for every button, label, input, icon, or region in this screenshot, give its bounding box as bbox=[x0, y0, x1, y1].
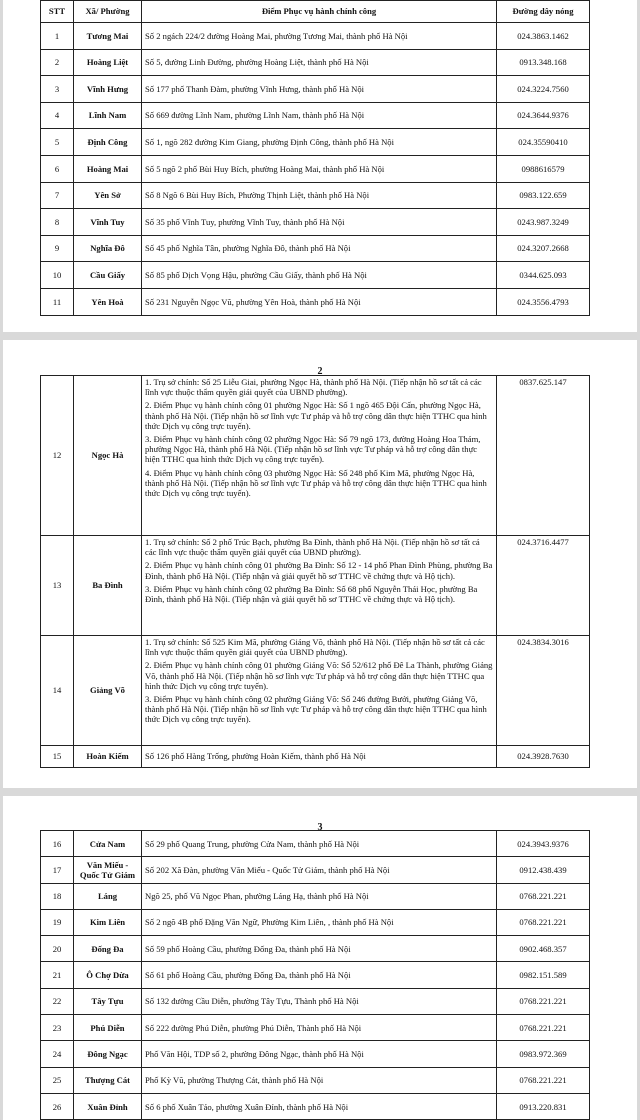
table-row bbox=[41, 962, 590, 988]
row-hotline: 0768.221.221 bbox=[497, 1015, 590, 1041]
address-item: 2. Điểm Phục vụ hành chính công 01 phường Ngọc Hà: Số 1 ngõ 465 Đội Cấn, phường Ngọc Hà, thành phố Hà Nội. (Tiếp nhận hồ sơ lĩnh vực Tư pháp và hỗ trợ công dân thực hiện TTHC qua hình thức Dịch vụ công trực tuyến). bbox=[145, 400, 487, 431]
row-hotline: 0913.220.831 bbox=[497, 1093, 590, 1119]
table-row bbox=[41, 883, 590, 909]
row-address: Phố Văn Hội, TDP số 2, phường Đông Ngạc, thành phố Hà Nội bbox=[142, 1041, 497, 1067]
table-header-row bbox=[41, 1, 590, 23]
row-address: Số 2 ngõ 4B phố Đặng Văn Ngữ, Phường Kim Liên, , thành phố Hà Nội bbox=[142, 909, 497, 935]
row-address: Số 45 phố Nghĩa Tân, phường Nghĩa Đô, thành phố Hà Nội bbox=[142, 235, 497, 262]
row-stt: 23 bbox=[41, 1015, 74, 1041]
row-stt: 26 bbox=[41, 1093, 74, 1119]
row-hotline: 024.3207.2668 bbox=[497, 235, 590, 262]
row-hotline: 024.35590410 bbox=[497, 129, 590, 156]
row-hotline: 0902.468.357 bbox=[497, 936, 590, 962]
service-points-table-p2 bbox=[40, 375, 590, 768]
address-item: 2. Điểm Phục vụ hành chính công 01 phường Giảng Võ: Số 52/612 phố Đê La Thành, phường Giảng Võ, thành phố Hà Nội. (Tiếp nhận hồ sơ lĩnh vực Tư pháp và hỗ trợ công dân thực hiện TTHC qua hình thức Dịch vụ công trực tuyến). bbox=[145, 660, 493, 691]
row-ward: Văn Miếu - Quốc Tử Giám bbox=[74, 857, 142, 883]
row-ward: Kim Liên bbox=[74, 909, 142, 935]
address-item: 4. Điểm Phục vụ hành chính công 03 phường Ngọc Hà: Số 248 phố Kim Mã, phường Ngọc Hà, thành phố Hà Nội. (Tiếp nhận hồ sơ lĩnh vực Tư pháp và hỗ trợ công dân thực hiện TTHC qua hình thức Dịch vụ công trực tuyến). bbox=[145, 467, 487, 499]
table-row bbox=[41, 76, 590, 103]
row-hotline: 0768.221.221 bbox=[497, 909, 590, 935]
service-points-table-p3 bbox=[40, 830, 590, 1120]
row-address: Số 1, ngõ 282 đường Kim Giang, phường Định Công, thành phố Hà Nội bbox=[142, 129, 497, 156]
row-ward: Xuân Đỉnh bbox=[74, 1093, 142, 1119]
row-address: Số 222 đường Phú Diễn, phường Phú Diễn, Thành phố Hà Nội bbox=[142, 1015, 497, 1041]
header-address: Điểm Phục vụ hành chính công bbox=[142, 1, 497, 23]
row-hotline: 024.3943.9376 bbox=[497, 831, 590, 857]
row-ward: Cửa Nam bbox=[74, 831, 142, 857]
row-address: Số 29 phố Quang Trung, phường Cửa Nam, thành phố Hà Nội bbox=[142, 831, 497, 857]
row-ward: Hoàn Kiếm bbox=[74, 746, 142, 768]
row-stt: 15 bbox=[41, 746, 74, 768]
row-hotline: 024.3834.3016 bbox=[497, 636, 590, 746]
row-address: Số 5 ngõ 2 phố Bùi Huy Bích, phường Hoàng Mai, thành phố Hà Nội bbox=[142, 155, 497, 182]
row-ward: Vĩnh Hưng bbox=[74, 76, 142, 103]
row-ward: Giảng Võ bbox=[74, 636, 142, 746]
row-address bbox=[142, 376, 497, 536]
row-ward: Vĩnh Tuy bbox=[74, 209, 142, 236]
row-address: Số 5, đường Linh Đường, phường Hoàng Liệt, thành phố Hà Nội bbox=[142, 49, 497, 76]
row-hotline: 0988616579 bbox=[497, 155, 590, 182]
row-stt: 9 bbox=[41, 235, 74, 262]
row-hotline: 024.3644.9376 bbox=[497, 102, 590, 129]
row-stt: 6 bbox=[41, 155, 74, 182]
row-address: Số 35 phố Vĩnh Tuy, phường Vĩnh Tuy, thành phố Hà Nội bbox=[142, 209, 497, 236]
table-row bbox=[41, 536, 590, 636]
page-number: 3 bbox=[317, 822, 323, 833]
row-stt: 20 bbox=[41, 936, 74, 962]
row-stt: 10 bbox=[41, 262, 74, 289]
row-hotline: 0913.348.168 bbox=[497, 49, 590, 76]
row-address: Số 6 phố Xuân Tảo, phường Xuân Đỉnh, thành phố Hà Nội bbox=[142, 1093, 497, 1119]
table-row bbox=[41, 1041, 590, 1067]
row-hotline: 024.3716.4477 bbox=[497, 536, 590, 636]
document-page-2 bbox=[3, 340, 637, 788]
row-hotline: 0837.625.147 bbox=[497, 376, 590, 536]
row-stt: 12 bbox=[41, 376, 74, 536]
table-row bbox=[41, 235, 590, 262]
table-row bbox=[41, 155, 590, 182]
row-hotline: 0983.122.659 bbox=[497, 182, 590, 209]
table-row bbox=[41, 288, 590, 315]
row-ward: Hoàng Mai bbox=[74, 155, 142, 182]
row-ward: Định Công bbox=[74, 129, 142, 156]
row-hotline: 0344.625.093 bbox=[497, 262, 590, 289]
row-stt: 25 bbox=[41, 1067, 74, 1093]
row-ward: Lĩnh Nam bbox=[74, 102, 142, 129]
header-stt: STT bbox=[41, 1, 74, 23]
table-row bbox=[41, 988, 590, 1014]
table-row bbox=[41, 831, 590, 857]
row-stt: 11 bbox=[41, 288, 74, 315]
row-hotline: 0982.151.589 bbox=[497, 962, 590, 988]
table-row bbox=[41, 129, 590, 156]
row-ward: Đống Đa bbox=[74, 936, 142, 962]
address-item: 2. Điểm Phục vụ hành chính công 01 phường Ba Đình: Số 12 - 14 phố Phan Đình Phùng, phường Ba Đình, thành phố Hà Nội. (Tiếp nhận và giải quyết hồ sơ TTHC về chứng thực và Hộ tịch). bbox=[145, 560, 493, 581]
row-stt: 18 bbox=[41, 883, 74, 909]
row-address: Số 231 Nguyễn Ngọc Vũ, phường Yên Hoà, thành phố Hà Nội bbox=[142, 288, 497, 315]
row-ward: Ngọc Hà bbox=[74, 376, 142, 536]
row-ward: Cầu Giấy bbox=[74, 262, 142, 289]
service-points-table-p1 bbox=[40, 0, 590, 316]
row-stt: 5 bbox=[41, 129, 74, 156]
row-ward: Thượng Cát bbox=[74, 1067, 142, 1093]
table-row bbox=[41, 1067, 590, 1093]
row-ward: Ô Chợ Dừa bbox=[74, 962, 142, 988]
row-address: Số 2 ngách 224/2 đường Hoàng Mai, phường Tương Mai, thành phố Hà Nội bbox=[142, 23, 497, 50]
row-stt: 13 bbox=[41, 536, 74, 636]
header-hotline: Đường dây nóng bbox=[497, 1, 590, 23]
table-row bbox=[41, 636, 590, 746]
document-page-3 bbox=[3, 796, 637, 1120]
row-stt: 2 bbox=[41, 49, 74, 76]
row-stt: 21 bbox=[41, 962, 74, 988]
address-item: 3. Điểm Phục vụ hành chính công 02 phường Ba Đình: Số 68 phố Nguyễn Thái Học, phường Ba Đình, thành phố Hà Nội. (Tiếp nhận và giải quyết hồ sơ TTHC về chứng thực và Hộ tịch). bbox=[145, 583, 478, 605]
table-row bbox=[41, 376, 590, 536]
table-row bbox=[41, 936, 590, 962]
row-hotline: 024.3224.7560 bbox=[497, 76, 590, 103]
row-address: Số 132 đường Cầu Diễn, phường Tây Tựu, Thành phố Hà Nội bbox=[142, 988, 497, 1014]
row-address: Số 61 phố Hoàng Cầu, phường Đống Đa, thành phố Hà Nội bbox=[142, 962, 497, 988]
address-item: 3. Điểm Phục vụ hành chính công 02 phường Ngọc Hà: Số 79 ngõ 173, đường Hoàng Hoa Thám, phường Ngọc Hà, thành phố Hà Nội. (Tiếp nhận hồ sơ lĩnh vực Tư pháp và hỗ trợ công dân thực hiện TTHC qua hình thức Dịch vụ công trực tuyến). bbox=[145, 434, 481, 465]
row-address: Ngõ 25, phố Vũ Ngọc Phan, phường Láng Hạ, thành phố Hà Nội bbox=[142, 883, 497, 909]
row-hotline: 024.3556.4793 bbox=[497, 288, 590, 315]
row-stt: 19 bbox=[41, 909, 74, 935]
document-page-1 bbox=[3, 0, 637, 332]
row-address: Phố Kỳ Vũ, phường Thượng Cát, thành phố Hà Nội bbox=[142, 1067, 497, 1093]
row-ward: Nghĩa Đô bbox=[74, 235, 142, 262]
row-ward: Yên Hoà bbox=[74, 288, 142, 315]
row-hotline: 0243.987.3249 bbox=[497, 209, 590, 236]
row-address: Số 85 phố Dịch Vọng Hậu, phường Cầu Giấy, thành phố Hà Nội bbox=[142, 262, 497, 289]
address-item: 1. Trụ sở chính: Số 25 Liễu Giai, phường Ngọc Hà, thành phố Hà Nội. (Tiếp nhận hồ sơ tất cả các lĩnh vực thuộc thẩm quyền giải quyết của UBND phường). bbox=[145, 377, 482, 398]
row-address: Số 126 phố Hàng Trống, phường Hoàn Kiếm, thành phố Hà Nội bbox=[142, 746, 497, 768]
header-ward: Xã/ Phường bbox=[74, 1, 142, 23]
row-stt: 1 bbox=[41, 23, 74, 50]
row-stt: 8 bbox=[41, 209, 74, 236]
row-address bbox=[142, 536, 497, 636]
row-stt: 16 bbox=[41, 831, 74, 857]
row-ward: Tương Mai bbox=[74, 23, 142, 50]
row-address bbox=[142, 636, 497, 746]
row-stt: 14 bbox=[41, 636, 74, 746]
row-hotline: 024.3863.1462 bbox=[497, 23, 590, 50]
row-stt: 22 bbox=[41, 988, 74, 1014]
table-row bbox=[41, 857, 590, 883]
address-item: 3. Điểm Phục vụ hành chính công 02 phường Giảng Võ: Số 246 đường Bưởi, phường Giảng Võ, thành phố Hà Nội. (Tiếp nhận hồ sơ lĩnh vực Tư pháp và hỗ trợ công dân thực hiện TTHC qua hình thức Dịch vụ công trực tuyến). bbox=[145, 694, 487, 725]
row-hotline: 0768.221.221 bbox=[497, 883, 590, 909]
table-row bbox=[41, 182, 590, 209]
table-row bbox=[41, 209, 590, 236]
table-row bbox=[41, 1015, 590, 1041]
row-ward: Phú Diễn bbox=[74, 1015, 142, 1041]
table-row bbox=[41, 1093, 590, 1119]
row-stt: 7 bbox=[41, 182, 74, 209]
row-stt: 24 bbox=[41, 1041, 74, 1067]
row-address: Số 177 phố Thanh Đàm, phường Vĩnh Hưng, thành phố Hà Nội bbox=[142, 76, 497, 103]
row-hotline: 0768.221.221 bbox=[497, 988, 590, 1014]
row-stt: 3 bbox=[41, 76, 74, 103]
row-stt: 17 bbox=[41, 857, 74, 883]
table-row bbox=[41, 746, 590, 768]
address-item: 1. Trụ sở chính: Số 2 phố Trúc Bạch, phường Ba Đình, thành phố Hà Nội. (Tiếp nhận hồ sơ tất cả các lĩnh vực thuộc thẩm quyền giải quyết của UBND phường). bbox=[145, 537, 480, 558]
row-address: Số 202 Xã Đàn, phường Văn Miếu - Quốc Tử Giám, thành phố Hà Nội bbox=[142, 857, 497, 883]
row-hotline: 0983.972.369 bbox=[497, 1041, 590, 1067]
row-address: Số 8 Ngõ 6 Bùi Huy Bích, Phường Thịnh Liệt, thành phố Hà Nội bbox=[142, 182, 497, 209]
row-stt: 4 bbox=[41, 102, 74, 129]
row-address: Số 59 phố Hoàng Cầu, phường Đống Đa, thành phố Hà Nội bbox=[142, 936, 497, 962]
row-ward: Hoàng Liệt bbox=[74, 49, 142, 76]
row-ward: Tây Tựu bbox=[74, 988, 142, 1014]
row-hotline: 024.3928.7630 bbox=[497, 746, 590, 768]
table-row bbox=[41, 49, 590, 76]
address-item: 1. Trụ sở chính: Số 525 Kim Mã, phường Giảng Võ, thành phố Hà Nội. (Tiếp nhận hồ sơ tất cả các lĩnh vực thuộc thẩm quyền giải quyết của UBND phường). bbox=[145, 637, 485, 658]
table-row bbox=[41, 262, 590, 289]
row-ward: Ba Đình bbox=[74, 536, 142, 636]
page-number: 2 bbox=[317, 366, 323, 377]
row-hotline: 0768.221.221 bbox=[497, 1067, 590, 1093]
row-ward: Đông Ngạc bbox=[74, 1041, 142, 1067]
table-row bbox=[41, 909, 590, 935]
row-address: Số 669 đường Lĩnh Nam, phường Lĩnh Nam, thành phố Hà Nội bbox=[142, 102, 497, 129]
table-row bbox=[41, 23, 590, 50]
row-hotline: 0912.438.439 bbox=[497, 857, 590, 883]
row-ward: Yên Sở bbox=[74, 182, 142, 209]
row-ward: Láng bbox=[74, 883, 142, 909]
table-row bbox=[41, 102, 590, 129]
